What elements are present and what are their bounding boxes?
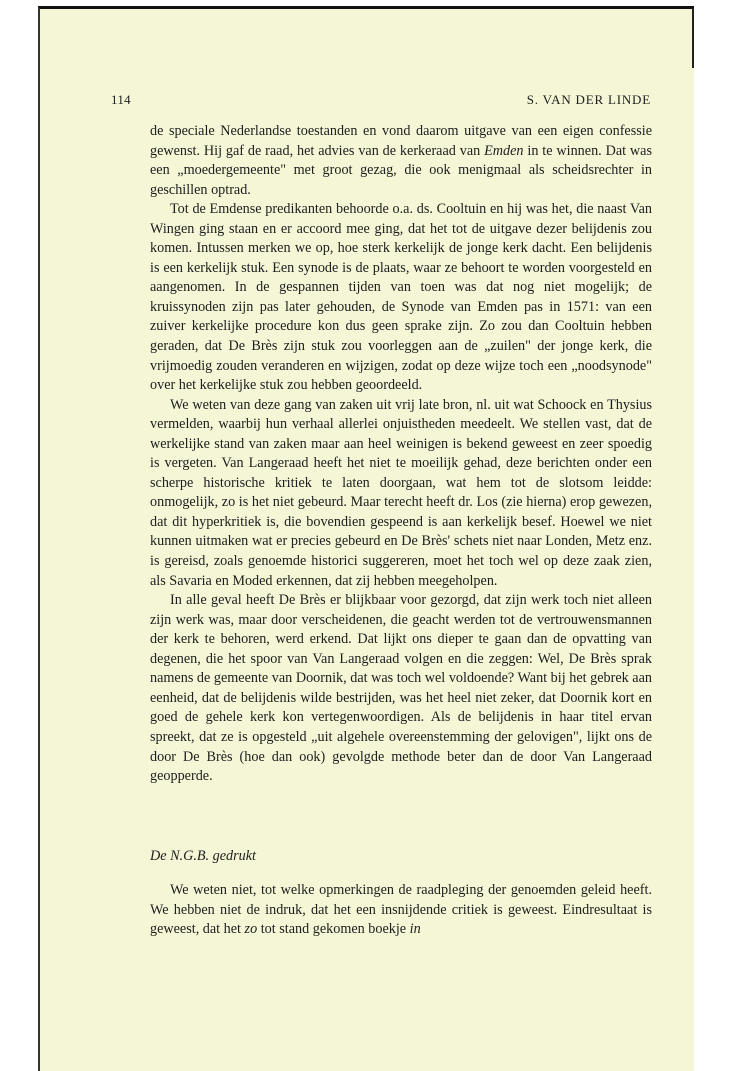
scan-edge-mark [692,8,694,68]
paragraph [150,200,652,395]
running-head: S. VAN DER LINDE [526,92,651,107]
italic-text: zo [244,921,258,938]
text-run: Tot de Emdense predikanten behoorde o.a. ds. Cooltuin en hij was het, die naast Van Wingen ging staan en er accoord mee ging, dat het tot de uitgave dezer belijdenis zou komen. Intussen merken we op, hoe sterk kerkelijk de jonge kerk dacht. Een belijdenis is een kerkelijk stuk. Een synode is de plaats, waar ze behoort te worden voorgesteld en aangenomen. In de gespannen tijden van toen was dat nog niet mogelijk; de kruissynoden zijn pas later gehouden, de Synode van Emden pas in 1571: van een zuiver kerkelijke procedure kon dus geen sprake zijn. Zo zou dan Cooltuin hebben geraden, dat De Brès zijn stuk zou voorleggen aan de „zuilen" der jonge kerk, die vrijmoedig zouden veranderen en wijzigen, zodat op deze wijze toch een „noodsynode" over het kerkelijke stuk zou hebben geoordeeld. [150,201,652,394]
body-text [150,122,652,787]
text-run: We weten niet, tot welke opmerkingen de raadpleging der genoemden geleid heeft. We hebben niet de indruk, dat het een insnijdende critiek is geweest. Eindresultaat is geweest, dat het [150,882,652,938]
section-body [150,881,652,940]
paragraph [150,396,652,591]
page-number: 114 [111,92,131,107]
text-run: in te winnen. Dat was een „moedergemeente" met groot gezag, die ook menigmaal als scheidsrechter in geschillen optrad. [150,142,652,198]
text-run: In alle geval heeft De Brès er blijkbaar voor gezorgd, dat zijn werk toch niet alleen zijn werk was, maar door verscheidenen, die geacht werden tot de vertrouwensmannen der kerk te behoren, werd erkend. Dat lijkt ons dieper te gaan dan de opvatting van degenen, die het spoor van Van Langeraad volgen en die zeggen: Wel, De Brès sprak namens de gemeente van Doornik, dat was toch wel voldoende? Want bij het gebrek aan eenheid, dat de belijdenis wilde bestrijden, was het heel niet zeker, dat Doornik kort en goed de gehele kerk kon vertegenwoordigen. Als de belijdenis in haar titel ervan spreekt, dat ze is opgesteld „uit algehele overeenstemming der gelovigen", lijkt ons de door De Brès (hoe dan ook) gevolgde methode beter dan de door Van Langeraad geopperde. [150,592,652,785]
paragraph [150,591,652,786]
section-heading: De N.G.B. gedrukt [150,848,256,864]
text-run: We weten van deze gang van zaken uit vrij late bron, nl. uit wat Schoock en Thysius vermelden, waarbij hun verhaal allerlei onjuistheden meedeelt. We stellen vast, dat de werkelijke stand van zaken maar aan heel weinigen is bekend geweest en zeer spoedig is vergeten. Van Langeraad heeft het niet te moeilijk gehad, deze berichten onder een scherpe historische kritiek te laten doorgaan, wat hem tot de slotsom leidde: onmogelijk, zo is het niet gebeurd. Maar terecht heeft dr. Los (zie hierna) erop gewezen, dat dit hyperkritiek is, die bovendien gespeend is aan kerkelijk besef. Hoewel we niet kunnen uitmaken wat er precies gebeurd en De Brès' schets niet naar Londen, Metz enz. is gereisd, zoals genoemde historici suggereren, moet het toch wel op deze zaak zien, als Savaria en Moded erkennen, dat zij hebben meegeholpen. [150,396,652,589]
paragraph [150,881,652,940]
text-run: tot stand gekomen boekje [257,921,410,938]
paragraph [150,122,652,200]
text-run: de speciale Nederlandse toestanden en vond daarom uitgave van een eigen confessie gewenst. Hij gaf de raad, het advies van de kerkeraad van [150,123,652,159]
italic-text: in [409,921,421,938]
italic-text: Emden [484,142,524,159]
